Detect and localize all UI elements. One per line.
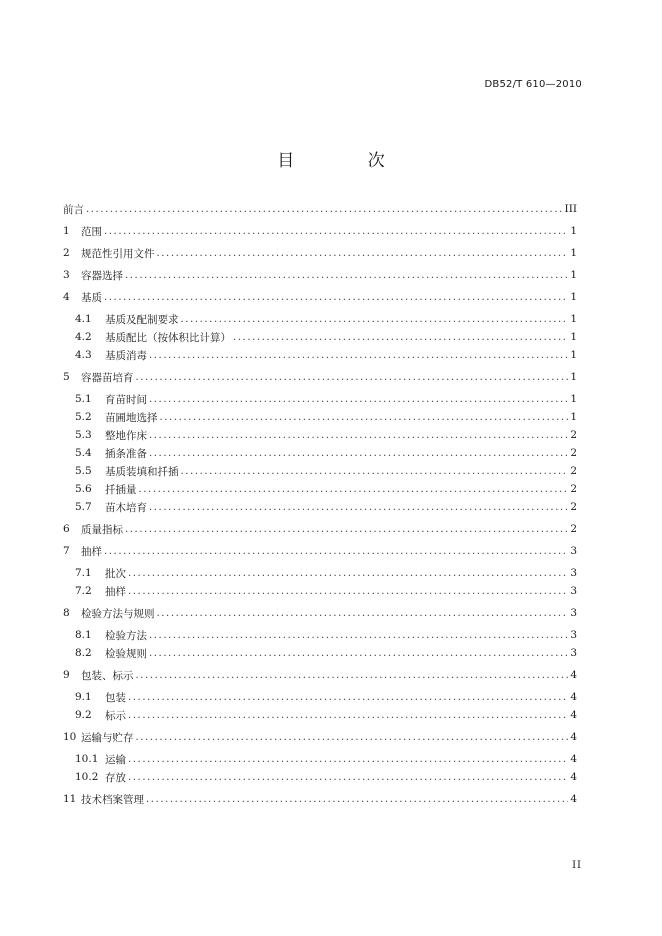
toc-entry-number: 11 (63, 793, 77, 805)
toc-entry-page: 1 (570, 349, 577, 361)
toc-entry-title: 容器选择 (81, 269, 123, 282)
toc-leader-dots (125, 524, 568, 535)
toc-entry[interactable] (63, 520, 577, 538)
toc-entry[interactable] (63, 266, 577, 284)
toc-entry-number: 4.1 (75, 313, 92, 325)
toc-leader-dots (104, 292, 568, 303)
toc-leader-dots (149, 448, 568, 459)
toc-entry-number: 5.6 (75, 483, 92, 495)
toc-entry[interactable] (63, 790, 577, 808)
toc-entry-number: 10 (63, 731, 77, 743)
toc-leader-dots (125, 270, 568, 281)
toc-entry-title: 抽样 (105, 585, 126, 598)
toc-entry-title: 苗圃地选择 (105, 411, 158, 424)
toc-entry-number: 8.1 (75, 629, 92, 641)
toc-entry-title: 运输 (105, 753, 126, 766)
toc-entry-page: 1 (570, 331, 577, 343)
toc-entry[interactable] (63, 390, 577, 408)
toc-entry-title: 前言 (63, 203, 84, 216)
toc-entry-number: 10.1 (75, 753, 99, 765)
toc-leader-dots (128, 754, 568, 765)
toc-entry[interactable] (63, 222, 577, 240)
toc-entry-page: 1 (570, 411, 577, 423)
toc-entry-page: 1 (570, 393, 577, 405)
toc-entry-title: 检验规则 (105, 647, 147, 660)
toc-leader-dots (181, 314, 569, 325)
toc-entry[interactable] (63, 666, 577, 684)
toc-leader-dots (149, 502, 568, 513)
toc-entry-title: 标示 (105, 709, 126, 722)
toc-entry-page: 3 (570, 607, 577, 619)
toc-entry-number: 9.2 (75, 709, 92, 721)
toc-entry-page: 1 (570, 247, 577, 259)
toc-leader-dots (149, 430, 568, 441)
toc-entry-number: 8.2 (75, 647, 92, 659)
toc-leader-dots (104, 226, 568, 237)
toc-entry-title: 基质及配制要求 (105, 313, 179, 326)
toc-entry-page: 2 (570, 483, 577, 495)
toc-entry[interactable] (63, 626, 577, 644)
toc-entry-number: 5.4 (75, 447, 92, 459)
toc-entry-number: 1 (63, 225, 70, 237)
toc-entry[interactable] (63, 480, 577, 498)
toc-entry-page: 4 (570, 669, 577, 681)
toc-entry-title: 扦插量 (105, 483, 137, 496)
toc-entry[interactable] (63, 310, 577, 328)
toc-leader-dots (128, 692, 568, 703)
toc-entry-number: 9.1 (75, 691, 92, 703)
toc-entry[interactable] (63, 200, 577, 218)
toc-entry[interactable] (63, 426, 577, 444)
toc-entry[interactable] (63, 706, 577, 724)
toc-entry-number: 5.2 (75, 411, 92, 423)
toc-leader-dots (157, 248, 569, 259)
toc-leader-dots (149, 350, 568, 361)
toc-entry-page: 1 (570, 291, 577, 303)
toc-entry-title: 范围 (81, 225, 102, 238)
toc-leader-dots (136, 670, 569, 681)
toc-entry-page: 1 (570, 371, 577, 383)
toc-entry-title: 插条准备 (105, 447, 147, 460)
toc-entry[interactable] (63, 564, 577, 582)
document-code: DB52/T 610—2010 (484, 79, 582, 90)
toc-entry-title: 容器苗培育 (81, 371, 134, 384)
toc-entry[interactable] (63, 346, 577, 364)
toc-entry[interactable] (63, 728, 577, 746)
toc-entry-number: 5.3 (75, 429, 92, 441)
toc-entry-number: 4.2 (75, 331, 92, 343)
toc-entry-page: 4 (570, 771, 577, 783)
toc-leader-dots (149, 648, 568, 659)
toc-entry-page: 3 (570, 647, 577, 659)
toc-entry[interactable] (63, 768, 577, 786)
toc-entry-number: 5.5 (75, 465, 92, 477)
toc-entry-number: 2 (63, 247, 70, 259)
toc-entry[interactable] (63, 604, 577, 622)
toc-leader-dots (181, 466, 569, 477)
toc-entry-number: 5.1 (75, 393, 92, 405)
toc-entry-title: 抽样 (81, 545, 102, 558)
toc-entry-title: 基质配比（按体积比计算） (105, 331, 231, 344)
toc-entry[interactable] (63, 542, 577, 560)
page-number: II (572, 860, 582, 871)
toc-entry-title: 规范性引用文件 (81, 247, 155, 260)
toc-entry-number: 4 (63, 291, 70, 303)
toc-leader-dots (128, 586, 568, 597)
toc-entry-title: 运输与贮存 (81, 731, 134, 744)
toc-leader-dots (104, 546, 568, 557)
toc-entry[interactable] (63, 244, 577, 262)
toc-entry-title: 质量指标 (81, 523, 123, 536)
toc-entry-number: 9 (63, 669, 70, 681)
toc-entry-title: 基质装填和扦插 (105, 465, 179, 478)
toc-entry-number: 7 (63, 545, 70, 557)
toc-entry-title: 育苗时间 (105, 393, 147, 406)
toc-entry-number: 5 (63, 371, 70, 383)
toc-entry[interactable] (63, 408, 577, 426)
toc-entry-title: 检验方法与规则 (81, 607, 155, 620)
toc-entry[interactable] (63, 462, 577, 480)
toc-entry[interactable] (63, 328, 577, 346)
toc-entry-title: 苗木培育 (105, 501, 147, 514)
toc-leader-dots (128, 710, 568, 721)
toc-entry-number: 7.2 (75, 585, 92, 597)
toc-entry-page: 2 (570, 523, 577, 535)
toc-entry-page: 1 (570, 313, 577, 325)
toc-entry-page: 2 (570, 429, 577, 441)
toc-leader-dots (86, 204, 563, 215)
toc-entry-title: 包装 (105, 691, 126, 704)
toc-entry-page: III (564, 203, 577, 215)
toc-leader-dots (136, 732, 569, 743)
toc-entry-number: 5.7 (75, 501, 92, 513)
toc-entry-number: 3 (63, 269, 70, 281)
toc-entry-page: 4 (570, 731, 577, 743)
toc-entry[interactable] (63, 644, 577, 662)
toc-entry-number: 6 (63, 523, 70, 535)
toc-entry-page: 2 (570, 465, 577, 477)
page-title: 目 次 (277, 151, 419, 171)
toc-entry[interactable] (63, 288, 577, 306)
toc-entry-page: 1 (570, 269, 577, 281)
toc-entry-title: 技术档案管理 (81, 793, 144, 806)
toc-entry-number: 10.2 (75, 771, 99, 783)
toc-entry-page: 3 (570, 545, 577, 557)
toc-entry-title: 检验方法 (105, 629, 147, 642)
toc-leader-dots (233, 332, 568, 343)
toc-entry-page: 3 (570, 567, 577, 579)
toc-leader-dots (146, 794, 568, 805)
toc-leader-dots (128, 568, 568, 579)
toc-leader-dots (160, 412, 569, 423)
toc-entry-page: 3 (570, 585, 577, 597)
toc-entry-title: 存放 (105, 771, 126, 784)
toc-leader-dots (136, 372, 569, 383)
toc-entry-page: 4 (570, 709, 577, 721)
toc-entry-number: 4.3 (75, 349, 92, 361)
toc-entry-page: 4 (570, 753, 577, 765)
toc-entry-page: 1 (570, 225, 577, 237)
toc-leader-dots (157, 608, 569, 619)
table-of-contents (63, 200, 577, 808)
toc-leader-dots (128, 772, 568, 783)
toc-entry[interactable] (63, 368, 577, 386)
toc-entry[interactable] (63, 750, 577, 768)
toc-entry-title: 基质 (81, 291, 102, 304)
toc-entry-page: 4 (570, 691, 577, 703)
toc-entry-number: 8 (63, 607, 70, 619)
toc-entry-number: 7.1 (75, 567, 92, 579)
toc-entry-page: 2 (570, 447, 577, 459)
toc-entry[interactable] (63, 688, 577, 706)
toc-entry[interactable] (63, 582, 577, 600)
toc-entry-title: 整地作床 (105, 429, 147, 442)
toc-entry-page: 3 (570, 629, 577, 641)
toc-entry-page: 2 (570, 501, 577, 513)
toc-entry[interactable] (63, 498, 577, 516)
toc-leader-dots (149, 394, 568, 405)
toc-leader-dots (139, 484, 569, 495)
toc-entry-page: 4 (570, 793, 577, 805)
toc-entry[interactable] (63, 444, 577, 462)
toc-entry-title: 包装、标示 (81, 669, 134, 682)
toc-entry-title: 批次 (105, 567, 126, 580)
toc-leader-dots (149, 630, 568, 641)
toc-entry-title: 基质消毒 (105, 349, 147, 362)
